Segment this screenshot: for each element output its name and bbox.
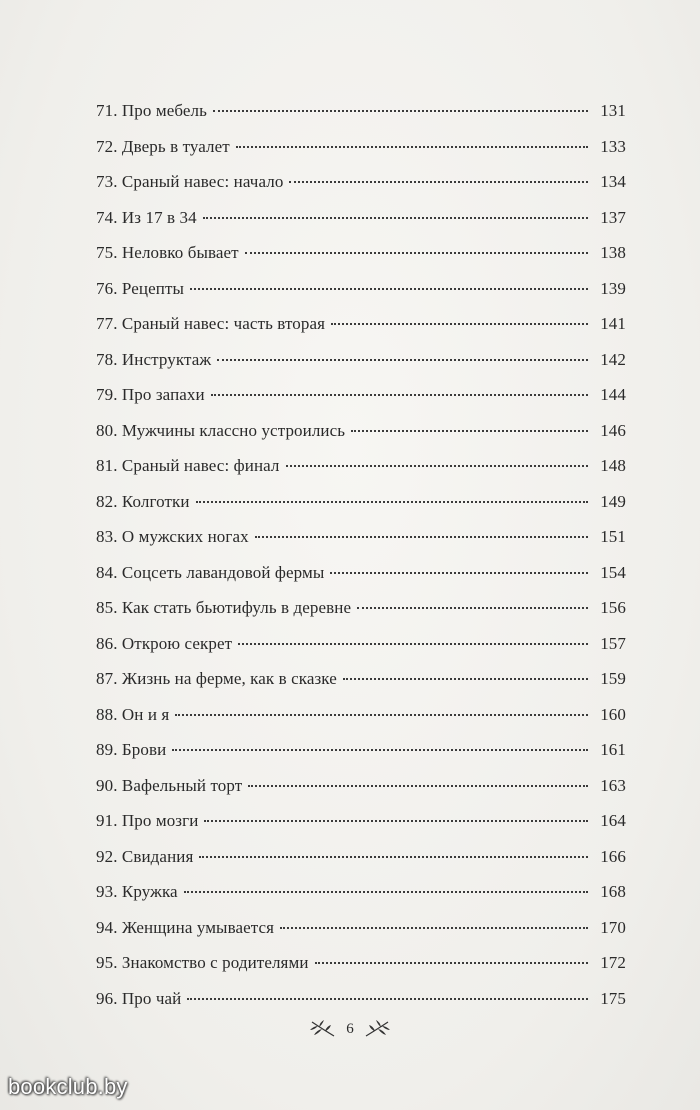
toc-entry bbox=[96, 803, 626, 839]
toc-entry-number: 77. bbox=[96, 314, 118, 333]
toc-entry-title: Сраный навес: начало bbox=[121, 172, 284, 191]
dot-leader bbox=[217, 359, 588, 361]
toc-entry-page: 146 bbox=[600, 420, 626, 440]
toc-entry bbox=[96, 271, 626, 307]
toc-entry bbox=[96, 200, 626, 236]
toc-entry bbox=[96, 590, 626, 626]
toc-entry bbox=[96, 555, 626, 591]
toc-entry-number: 80. bbox=[96, 420, 118, 440]
page-number: 6 bbox=[346, 1020, 354, 1037]
toc-entry-page: 172 bbox=[600, 953, 626, 972]
toc-entry-title: Женщина умывается bbox=[121, 917, 275, 937]
dot-leader bbox=[289, 181, 588, 183]
toc-entry-title: Вафельный торт bbox=[121, 775, 243, 795]
toc-entry-title: Про чай bbox=[121, 988, 182, 1008]
toc-entry-page: 170 bbox=[600, 917, 626, 937]
toc-entry-title: Кружка bbox=[121, 882, 178, 901]
toc-entry-page: 151 bbox=[600, 527, 626, 546]
toc-entry bbox=[96, 93, 626, 129]
toc-entry-title: Инструктаж bbox=[121, 349, 212, 369]
toc-entry-number: 95. bbox=[96, 953, 118, 972]
dot-leader bbox=[204, 820, 588, 822]
leaf-sprig-icon bbox=[308, 1018, 336, 1040]
toc-entry-title: Жизнь на ферме, как в сказке bbox=[121, 669, 337, 688]
toc-entry-title: Он и я bbox=[121, 704, 170, 724]
toc-entry-number: 76. bbox=[96, 278, 118, 298]
toc-entry bbox=[96, 697, 626, 733]
toc-entry-title: Про мебель bbox=[121, 101, 207, 120]
toc-entry bbox=[96, 484, 626, 520]
toc-entry bbox=[96, 448, 626, 484]
dot-leader bbox=[199, 856, 588, 858]
toc-entry-page: 142 bbox=[600, 349, 626, 369]
toc-entry bbox=[96, 945, 626, 981]
dot-leader bbox=[172, 749, 588, 751]
toc-entry-page: 175 bbox=[600, 988, 626, 1008]
toc-entry-number: 83. bbox=[96, 527, 118, 546]
toc-entry-number: 94. bbox=[96, 917, 118, 937]
toc-entry-page: 157 bbox=[600, 633, 626, 653]
toc-entry bbox=[96, 910, 626, 946]
dot-leader bbox=[213, 110, 588, 112]
toc-entry-number: 90. bbox=[96, 775, 118, 795]
toc-entry-number: 96. bbox=[96, 988, 118, 1008]
toc-entry-page: 134 bbox=[600, 172, 626, 191]
toc-entry bbox=[96, 519, 626, 555]
toc-entry-title: Сраный навес: часть вторая bbox=[121, 314, 326, 333]
toc-entry bbox=[96, 661, 626, 697]
toc-entry bbox=[96, 874, 626, 910]
dot-leader bbox=[357, 607, 588, 609]
toc-entry-number: 75. bbox=[96, 243, 118, 262]
toc-entry-page: 133 bbox=[600, 136, 626, 156]
dot-leader bbox=[286, 465, 588, 467]
toc-entry bbox=[96, 626, 626, 662]
page-footer bbox=[0, 1018, 700, 1040]
dot-leader bbox=[343, 678, 588, 680]
toc-entry-number: 74. bbox=[96, 207, 118, 227]
dot-leader bbox=[315, 962, 588, 964]
toc-entry-title: Знакомство с родителями bbox=[121, 953, 309, 972]
toc-entry-title: О мужских ногах bbox=[121, 527, 249, 546]
watermark: bookclub.by bbox=[8, 1074, 128, 1099]
toc-entry-page: 137 bbox=[600, 207, 626, 227]
leaf-sprig-icon bbox=[364, 1018, 392, 1040]
dot-leader bbox=[280, 927, 588, 929]
dot-leader bbox=[245, 252, 588, 254]
table-of-contents bbox=[96, 93, 626, 1016]
toc-entry-title: Неловко бывает bbox=[121, 243, 239, 262]
toc-entry bbox=[96, 129, 626, 165]
toc-entry-title: Сраный навес: финал bbox=[121, 456, 280, 475]
toc-entry bbox=[96, 306, 626, 342]
toc-entry-page: 131 bbox=[600, 101, 626, 120]
toc-entry-title: Рецепты bbox=[121, 278, 184, 298]
dot-leader bbox=[196, 501, 588, 503]
dot-leader bbox=[236, 146, 588, 148]
toc-entry-title: Открою секрет bbox=[121, 633, 233, 653]
toc-entry-number: 85. bbox=[96, 598, 118, 617]
toc-entry-title: Брови bbox=[121, 740, 167, 759]
toc-entry-page: 168 bbox=[600, 882, 626, 901]
toc-entry-page: 154 bbox=[600, 562, 626, 582]
dot-leader bbox=[190, 288, 588, 290]
dot-leader bbox=[351, 430, 588, 432]
dot-leader bbox=[330, 572, 588, 574]
toc-entry-page: 149 bbox=[600, 491, 626, 511]
toc-entry bbox=[96, 377, 626, 413]
toc-entry-number: 86. bbox=[96, 633, 118, 653]
dot-leader bbox=[175, 714, 588, 716]
toc-entry-title: Из 17 в 34 bbox=[121, 207, 197, 227]
toc-entry-page: 164 bbox=[600, 811, 626, 830]
toc-entry-number: 89. bbox=[96, 740, 118, 759]
toc-entry-page: 161 bbox=[600, 740, 626, 759]
dot-leader bbox=[238, 643, 588, 645]
toc-entry-number: 78. bbox=[96, 349, 118, 369]
dot-leader bbox=[331, 323, 588, 325]
toc-entry-number: 72. bbox=[96, 136, 118, 156]
toc-entry-page: 148 bbox=[600, 456, 626, 475]
toc-entry bbox=[96, 732, 626, 768]
dot-leader bbox=[248, 785, 588, 787]
toc-entry-page: 166 bbox=[600, 846, 626, 866]
dot-leader bbox=[211, 394, 588, 396]
toc-entry bbox=[96, 164, 626, 200]
dot-leader bbox=[184, 891, 588, 893]
toc-entry-page: 159 bbox=[600, 669, 626, 688]
toc-entry bbox=[96, 235, 626, 271]
toc-entry-page: 163 bbox=[600, 775, 626, 795]
toc-entry-page: 144 bbox=[600, 385, 626, 404]
toc-entry-number: 92. bbox=[96, 846, 118, 866]
toc-entry-page: 141 bbox=[600, 314, 626, 333]
toc-entry-page: 156 bbox=[600, 598, 626, 617]
dot-leader bbox=[255, 536, 588, 538]
toc-entry bbox=[96, 768, 626, 804]
toc-entry-title: Дверь в туалет bbox=[121, 136, 230, 156]
toc-entry-number: 93. bbox=[96, 882, 118, 901]
toc-entry-title: Мужчины классно устроились bbox=[121, 420, 346, 440]
toc-entry bbox=[96, 839, 626, 875]
toc-entry-page: 138 bbox=[600, 243, 626, 262]
toc-entry-title: Как стать бьютифуль в деревне bbox=[121, 598, 352, 617]
toc-entry-page: 139 bbox=[600, 278, 626, 298]
toc-entry-number: 73. bbox=[96, 172, 118, 191]
toc-entry-title: Про мозги bbox=[121, 811, 199, 830]
toc-entry bbox=[96, 981, 626, 1017]
toc-entry-number: 81. bbox=[96, 456, 118, 475]
toc-entry-title: Свидания bbox=[121, 846, 194, 866]
toc-entry-number: 88. bbox=[96, 704, 118, 724]
toc-entry-number: 71. bbox=[96, 101, 118, 120]
toc-entry-title: Соцсеть лавандовой фермы bbox=[121, 562, 325, 582]
toc-entry-number: 82. bbox=[96, 491, 118, 511]
toc-entry-page: 160 bbox=[600, 704, 626, 724]
toc-entry-title: Про запахи bbox=[121, 385, 205, 404]
toc-entry-number: 84. bbox=[96, 562, 118, 582]
toc-entry bbox=[96, 413, 626, 449]
toc-entry bbox=[96, 342, 626, 378]
toc-entry-number: 87. bbox=[96, 669, 118, 688]
toc-entry-number: 79. bbox=[96, 385, 118, 404]
dot-leader bbox=[203, 217, 588, 219]
toc-entry-title: Колготки bbox=[121, 491, 190, 511]
toc-entry-number: 91. bbox=[96, 811, 118, 830]
dot-leader bbox=[187, 998, 588, 1000]
